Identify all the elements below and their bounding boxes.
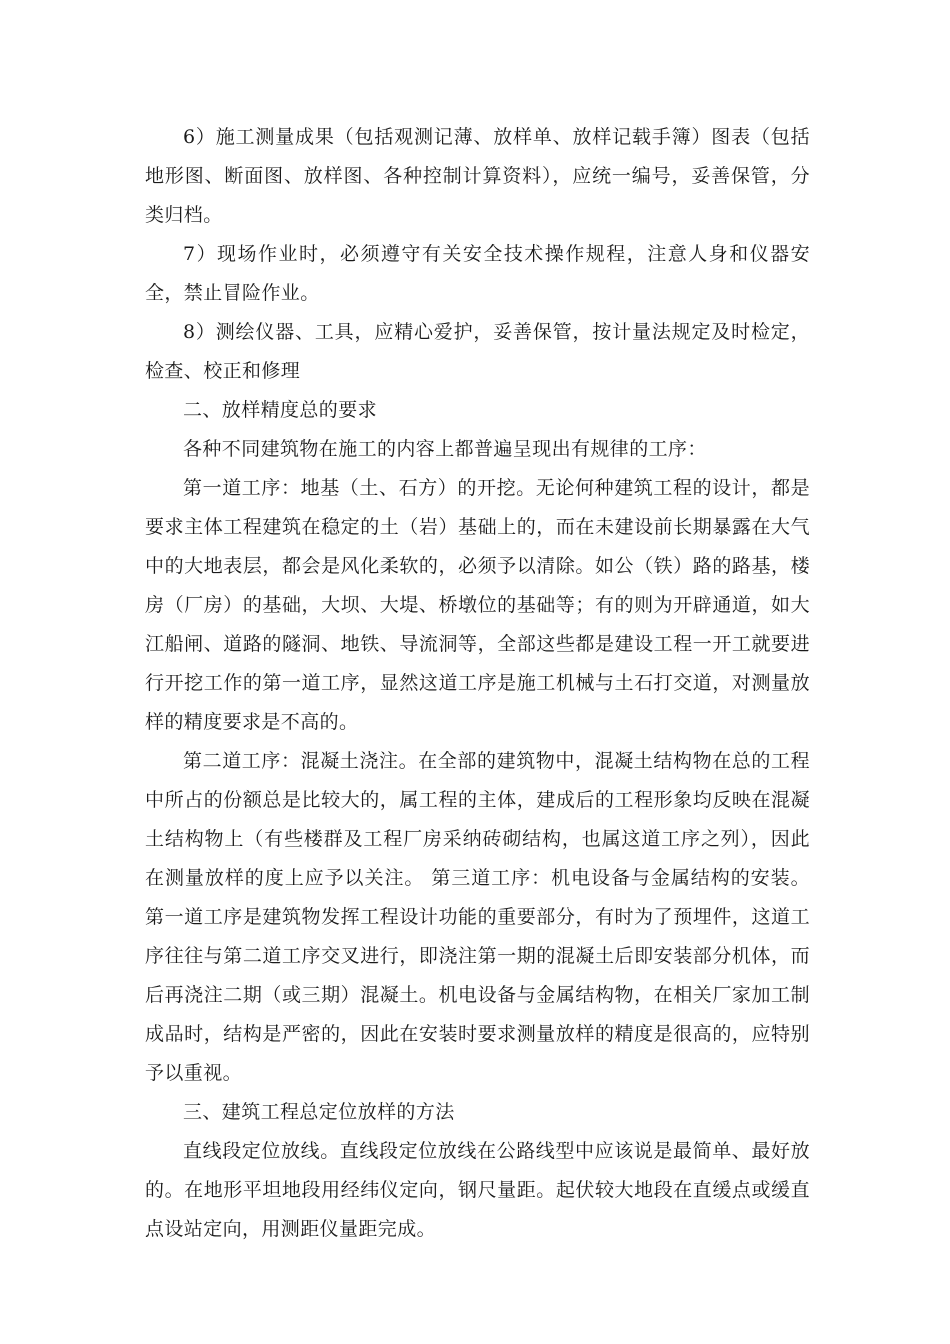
paragraph-item-7: 7）现场作业时，必须遵守有关安全技术操作规程，注意人身和仪器安全，禁止冒险作业。 xyxy=(145,243,810,304)
section-heading-precision: 二、放样精度总的要求 xyxy=(183,399,378,421)
document-body xyxy=(145,118,810,1249)
paragraph-intro-procedures: 各种不同建筑物在施工的内容上都普遍呈现出有规律的工序： xyxy=(183,438,707,460)
paragraph-item-8: 8）测绘仪器、工具，应精心爱护，妥善保管，按计量法规定及时检定，检查、校正和修理 xyxy=(145,321,810,382)
section-heading-method: 三、建筑工程总定位放样的方法 xyxy=(183,1101,455,1123)
paragraph-straight-line-staking: 直线段定位放线。直线段定位放线在公路线型中应该说是最简单、最好放的。在地形平坦地段用经纬仪定向，钢尺量距。起伏较大地段在直缓点或缓直点设站定向，用测距仪量距完成。 xyxy=(145,1140,810,1240)
paragraph-item-6: 6）施工测量成果（包括观测记薄、放样单、放样记载手簿）图表（包括地形图、断面图、放样图、各种控制计算资料），应统一编号，妥善保管，分类归档。 xyxy=(145,126,810,226)
paragraph-first-procedure: 第一道工序：地基（土、石方）的开挖。无论何种建筑工程的设计，都是要求主体工程建筑在稳定的土（岩）基础上的，而在未建设前长期暴露在大气中的大地表层，都会是风化柔软的，必须予以清除。如公（铁）路的路基，楼房（厂房）的基础，大坝、大堤、桥墩位的基础等；有的则为开辟通道，如大江船闸、道路的隧洞、地铁、导流洞等，全部这些都是建设工程一开工就要进行开挖工作的第一道工序，显然这道工序是施工机械与土石打交道，对测量放样的精度要求是不高的。 xyxy=(145,477,810,733)
paragraph-second-third-procedure: 第二道工序：混凝土浇注。在全部的建筑物中，混凝土结构物在总的工程中所占的份额总是比较大的，属工程的主体，建成后的工程形象均反映在混凝土结构物上（有些楼群及工程厂房采纳砖砌结构，也属这道工序之列），因此在测量放样的度上应予以关注。 第三道工序：机电设备与金属结构的安装。第一道工序是建筑物发挥工程设计功能的重要部分，有时为了预埋件，这道工序往往与第二道工序交叉进行，即浇注第一期的混凝土后即安装部分机体，而后再浇注二期（或三期）混凝土。机电设备与金属结构物，在相关厂家加工制成品时，结构是严密的，因此在安装时要求测量放样的精度是很高的，应特别予以重视。 xyxy=(145,750,810,1084)
